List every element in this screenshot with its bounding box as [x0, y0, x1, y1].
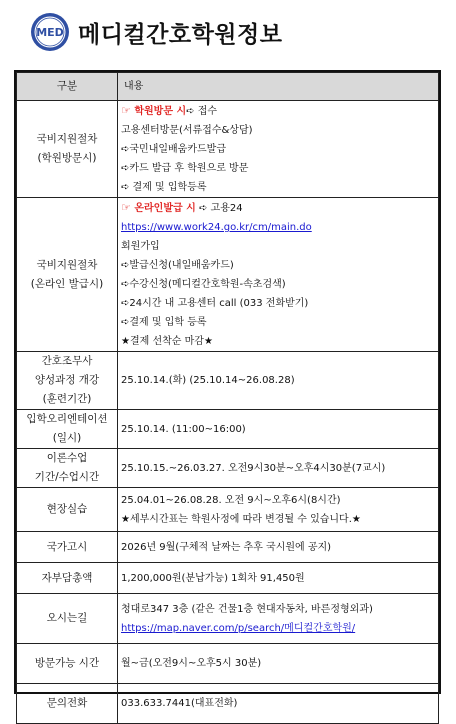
header-content-cell: 내용	[118, 73, 439, 101]
row-label: (일시)	[52, 432, 82, 444]
content-line: 25.10.15.~26.03.27. 오전9시30분~오후4시30분(7교시)	[121, 462, 386, 474]
row-label: 입학오리엔테이션	[26, 413, 108, 425]
content-line: 033.633.7441(대표전화)	[121, 698, 238, 709]
row-content-cell	[118, 198, 439, 352]
page-title: 메디컬간호학원정보	[78, 21, 283, 48]
info-table	[16, 72, 439, 724]
row-label: (온라인 발급시)	[30, 277, 104, 290]
row-label-cell	[17, 532, 118, 563]
table-row	[17, 684, 439, 724]
row-label: 오시는길	[46, 612, 88, 624]
row-label: 간호조무사	[41, 355, 93, 367]
row-content-cell	[118, 101, 439, 198]
highlight-text: 온라인발급 시	[134, 203, 196, 214]
svg-text:MED: MED	[36, 26, 64, 39]
content-line	[121, 218, 435, 237]
table-row	[17, 644, 439, 684]
row-label: 자부담총액	[41, 571, 93, 584]
table-row	[17, 532, 439, 563]
table-row	[17, 488, 439, 532]
row-label-cell	[17, 352, 118, 410]
row-label-cell	[17, 563, 118, 594]
row-content-cell	[118, 532, 439, 563]
table-row	[17, 449, 439, 488]
content-line: ➪ 결제 및 입학등록	[121, 182, 207, 193]
content-line: 25.10.14. (11:00~16:00)	[121, 423, 246, 435]
row-label: 양성과정 개강	[34, 374, 100, 386]
row-content-cell	[118, 488, 439, 532]
table-row	[17, 594, 439, 644]
step-text: ➪ 접수	[186, 106, 218, 117]
pointing-hand-icon: ☞	[121, 104, 135, 117]
row-label: 기간/수업시간	[34, 471, 100, 483]
row-label: 현장실습	[46, 503, 88, 515]
url-link[interactable]: https://www.work24.go.kr/cm/main.do	[121, 222, 312, 233]
table-row	[17, 563, 439, 594]
row-label: 국비지원절차	[36, 258, 98, 271]
content-line	[121, 101, 435, 121]
table-header-row	[17, 73, 439, 101]
table-row	[17, 352, 439, 410]
row-label: (훈련기간)	[42, 393, 92, 405]
content-line	[121, 619, 435, 638]
row-content-cell	[118, 410, 439, 449]
content-line: ➪수강신청(메디컬간호학원-속초검색)	[121, 279, 286, 290]
table-row	[17, 198, 439, 352]
content-line: 월~금(오전9시~오후5시 30분)	[121, 658, 262, 669]
content-line: ➪발급신청(내일배움카드)	[121, 260, 234, 271]
content-line: ★결제 선착순 마감★	[121, 336, 213, 347]
header-label-cell: 구분	[17, 73, 118, 101]
row-label-cell	[17, 594, 118, 644]
highlight-text: 학원방문 시	[134, 106, 187, 117]
row-label: 국비지원절차	[36, 133, 98, 145]
content-line: 25.10.14.(화) (25.10.14~26.08.28)	[121, 375, 295, 386]
content-line: ➪카드 발급 후 학원으로 방문	[121, 163, 249, 174]
content-line: 1,200,000원(분납가능) 1회차 91,450원	[121, 572, 305, 584]
content-line: ➪국민내일배움카드발급	[121, 144, 226, 155]
row-label-cell	[17, 684, 118, 724]
row-label-cell	[17, 198, 118, 352]
row-label: 방문가능 시간	[34, 657, 100, 669]
table-row	[17, 101, 439, 198]
content-line: 2026년 9월(구체적 날짜는 추후 국시원에 공지)	[121, 541, 332, 553]
row-content-cell	[118, 594, 439, 644]
row-label-cell	[17, 644, 118, 684]
content-line: ★세부시간표는 학원사정에 따라 변경될 수 있습니다.★	[121, 513, 361, 525]
row-label-cell	[17, 101, 118, 198]
pointing-hand-icon: ☞	[121, 201, 135, 214]
row-label: 이론수업	[46, 452, 88, 464]
academy-logo-icon	[30, 12, 70, 52]
row-content-cell	[118, 644, 439, 684]
row-content-cell	[118, 449, 439, 488]
row-content-cell	[118, 684, 439, 724]
content-line: ➪결제 및 입학 등록	[121, 317, 207, 328]
content-line	[121, 198, 435, 218]
row-label: 문의전화	[46, 697, 88, 709]
row-label-cell	[17, 449, 118, 488]
row-content-cell	[118, 352, 439, 410]
content-line: ➪24시간 내 고용센터 call (033 전화받기)	[121, 298, 309, 309]
row-label: 국가고시	[46, 540, 88, 553]
row-content-cell	[118, 563, 439, 594]
content-line: 25.04.01~26.08.28. 오전 9시~오후6시(8시간)	[121, 494, 341, 506]
row-label-cell	[17, 488, 118, 532]
content-line: 고용센터방문(서류접수&상담)	[121, 125, 253, 136]
page-header	[8, 10, 448, 54]
table-row	[17, 410, 439, 449]
row-label-cell	[17, 410, 118, 449]
step-text: ➪ 고용24	[195, 203, 243, 214]
url-link[interactable]: https://map.naver.com/p/search/메디컬간호학원/	[121, 622, 356, 634]
content-line: 회원가입	[121, 241, 160, 252]
row-label: (학원방문시)	[37, 152, 97, 164]
content-line: 청대로347 3층 (같은 건물1층 현대자동차, 바른정형외과)	[121, 603, 373, 615]
